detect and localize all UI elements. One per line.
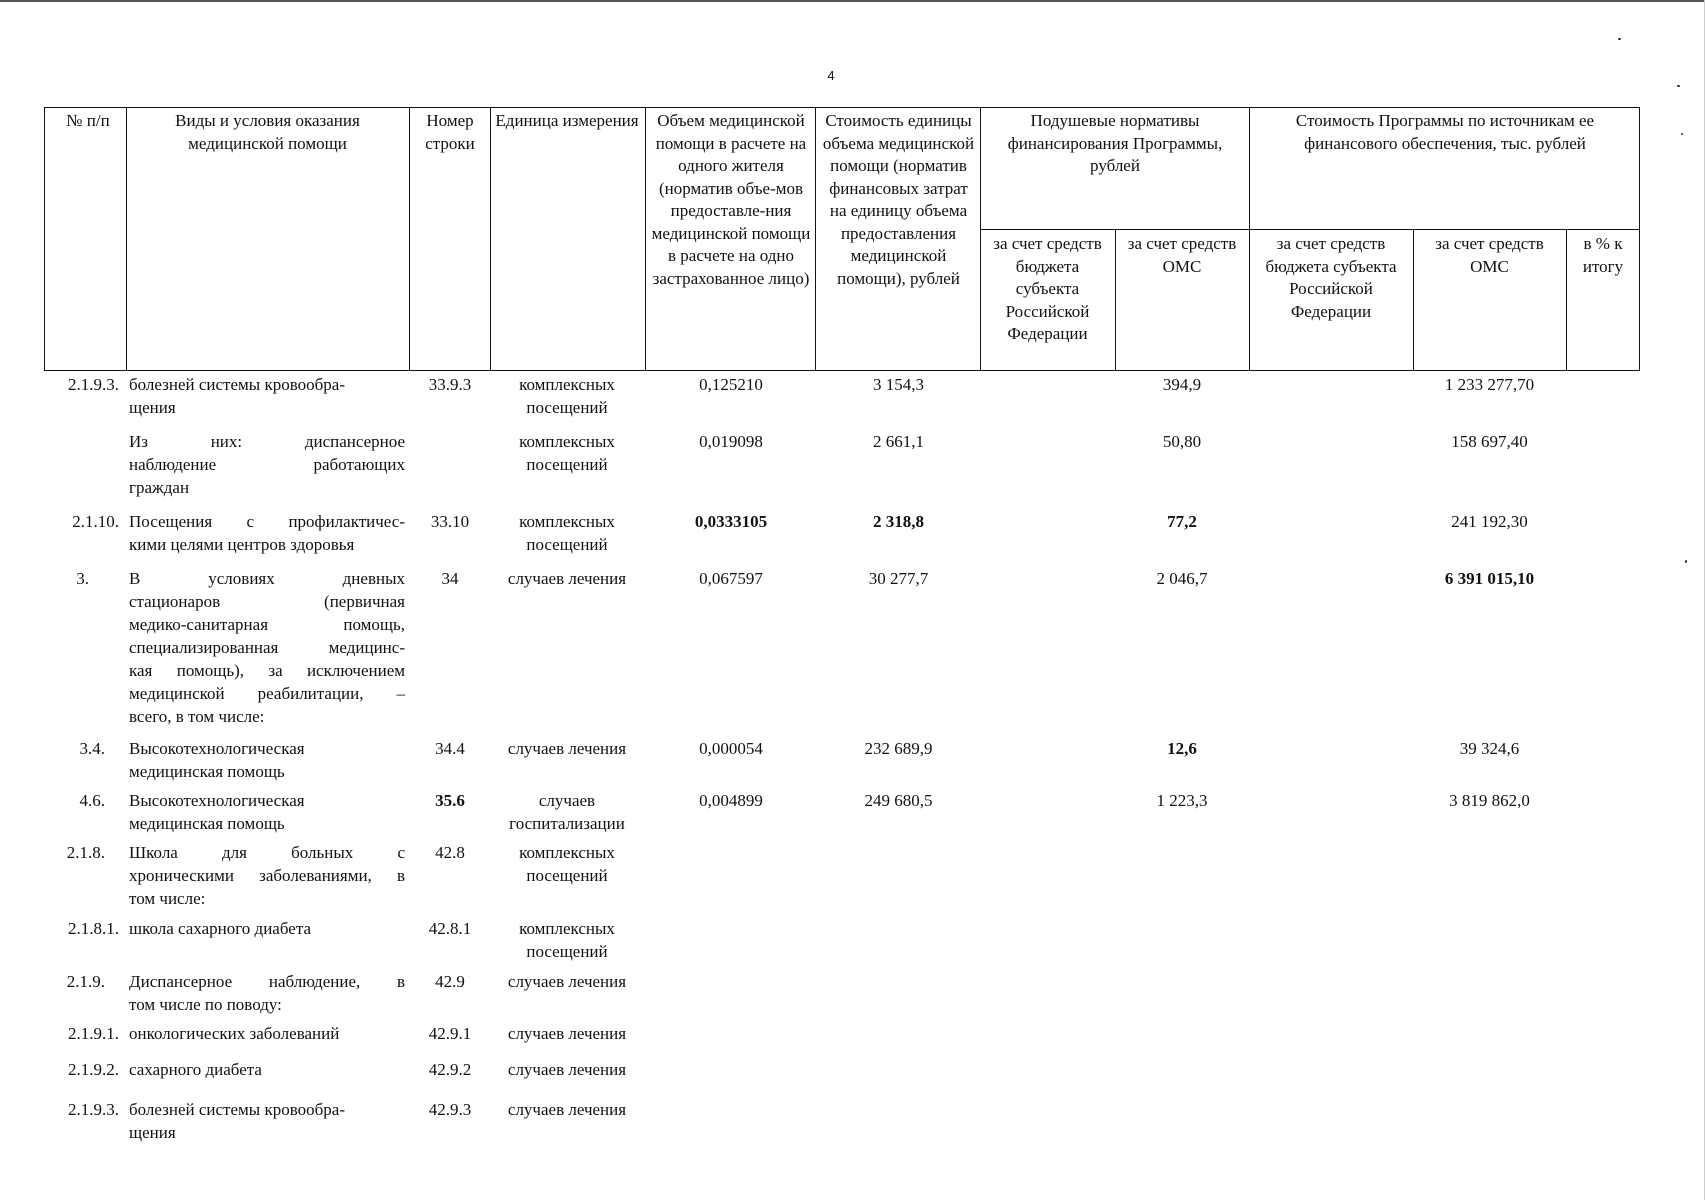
header-col-line: Номер строки [425, 111, 475, 153]
row-program-oms: 3 819 862,0 [1449, 791, 1530, 810]
row-volume: 0,067597 [699, 569, 763, 588]
row-unit: случаев лечения [507, 739, 627, 758]
row-name-line: кая помощь), за исключением [129, 661, 405, 680]
row-name-line: медицинская помощь [129, 814, 285, 833]
row-name-line: Высокотехнологическая [129, 791, 305, 810]
row-program-oms: 1 233 277,70 [1444, 375, 1535, 394]
row-unit: случаев госпитализации [509, 791, 625, 833]
header-divider [815, 107, 816, 371]
row-program-oms: 241 192,30 [1451, 512, 1528, 531]
header-divider [980, 107, 981, 371]
row-program-oms: 39 324,6 [1459, 739, 1520, 758]
row-number: 2.1.9.3. [68, 375, 119, 394]
row-number: 2.1.9.1. [68, 1024, 119, 1043]
row-number: 2.1.10. [72, 512, 119, 531]
row-name-line: щения [129, 1123, 176, 1142]
row-name-line: хроническими заболеваниями, в [129, 866, 405, 885]
row-name-line: Высокотехнологическая [129, 739, 305, 758]
row-cost: 2 661,1 [873, 432, 924, 451]
row-cost: 2 318,8 [873, 512, 924, 531]
row-unit: случаев лечения [507, 569, 627, 588]
row-unit: комплексных посещений [519, 512, 615, 554]
row-name-line: граждан [129, 478, 190, 497]
header-group-percapita: Подушевые нормативы финансирования Программы, рублей [1007, 111, 1223, 175]
row-name-line: Посещения с профилактичес- [129, 512, 405, 531]
row-name-line: щения [129, 398, 176, 417]
row-cost: 30 277,7 [868, 569, 929, 588]
row-name-line: Школа для больных с [129, 843, 405, 862]
row-line-number: 35.6 [435, 791, 465, 810]
row-cost: 249 680,5 [864, 791, 933, 810]
header-divider [980, 229, 1639, 230]
row-volume: 0,125210 [699, 375, 763, 394]
row-percapita-oms: 394,9 [1162, 375, 1202, 394]
row-cost: 3 154,3 [873, 375, 924, 394]
row-line-number: 42.9.2 [428, 1060, 472, 1079]
row-number: 2.1.9. [66, 972, 105, 991]
header-sub-pc-budget: за счет средств бюджета субъекта Российской Федерации [993, 234, 1102, 343]
row-program-oms: 158 697,40 [1451, 432, 1528, 451]
row-percapita-oms: 77,2 [1167, 512, 1197, 531]
row-percapita-oms: 50,80 [1162, 432, 1202, 451]
row-name-line: медико-санитарная помощь, [129, 615, 405, 634]
row-name-line: онкологических заболеваний [129, 1024, 340, 1043]
row-name-line: медицинская помощь [129, 762, 285, 781]
row-percapita-oms: 1 223,3 [1156, 791, 1208, 810]
row-volume: 0,000054 [699, 739, 763, 758]
row-unit: случаев лечения [507, 1024, 627, 1043]
row-number: 4.6. [79, 791, 105, 810]
header-sub-pr-budget: за счет средств бюджета субъекта Российской Федерации [1265, 234, 1397, 321]
scan-border-top [0, 0, 1705, 2]
row-unit: случаев лечения [507, 1100, 627, 1119]
row-unit: случаев лечения [507, 1060, 627, 1079]
row-name-line: специализированная медицинс- [129, 638, 405, 657]
row-name-line: школа сахарного диабета [129, 919, 312, 938]
header-divider [490, 107, 491, 371]
row-number: 2.1.8.1. [68, 919, 119, 938]
row-line-number: 33.10 [430, 512, 470, 531]
header-divider [126, 107, 127, 371]
row-name-line: болезней системы кровообра- [129, 375, 345, 394]
row-name-line: сахарного диабета [129, 1060, 262, 1079]
row-line-number: 42.9 [435, 972, 465, 991]
row-name-line: том числе по поводу: [129, 995, 282, 1014]
row-name-line: наблюдение работающих [129, 455, 405, 474]
row-volume: 0,0333105 [694, 512, 768, 531]
row-unit: комплексных посещений [519, 432, 615, 474]
header-divider [409, 107, 410, 371]
row-number: 3. [76, 569, 89, 588]
header-col-type: Виды и условия оказания медицинской помощи [175, 111, 360, 153]
row-line-number: 42.8.1 [428, 919, 472, 938]
row-line-number: 42.8 [435, 843, 465, 862]
header-divider [1413, 229, 1414, 371]
header-sub-pr-pct: в % к итогу [1582, 234, 1624, 276]
row-name-line: всего, в том числе: [129, 707, 265, 726]
header-divider [1115, 229, 1116, 371]
row-unit: комплексных посещений [519, 375, 615, 417]
header-sub-pr-oms: за счет средств ОМС [1435, 234, 1544, 276]
scan-speck [1681, 133, 1683, 135]
scan-speck [1677, 85, 1680, 87]
row-percapita-oms: 12,6 [1167, 739, 1197, 758]
row-number: 2.1.8. [66, 843, 105, 862]
header-col-unit: Единица измерения [495, 111, 639, 130]
row-percapita-oms: 2 046,7 [1156, 569, 1208, 588]
row-number: 3.4. [79, 739, 105, 758]
row-cost: 232 689,9 [864, 739, 933, 758]
row-name-line: Из них: диспансерное [129, 432, 405, 451]
header-divider [645, 107, 646, 371]
header-col-cost: Стоимость единицы объема медицинской помощи (норматив финансовых затрат на единицу объема предоставления медицинской помощи), рублей [822, 111, 975, 288]
row-name-line: кими целями центров здоровья [129, 535, 355, 554]
row-name-line: Диспансерное наблюдение, в [129, 972, 405, 991]
row-number: 2.1.9.3. [68, 1100, 119, 1119]
row-name-line: медицинской реабилитации, – [129, 684, 405, 703]
header-col-num: № п/п [66, 111, 110, 130]
scan-speck [1685, 560, 1687, 563]
row-line-number: 34.4 [435, 739, 465, 758]
row-unit: комплексных посещений [519, 919, 615, 961]
page-number: 4 [827, 68, 835, 83]
header-sub-pc-oms: за счет средств ОМС [1127, 234, 1237, 276]
row-line-number: 42.9.1 [428, 1024, 472, 1043]
row-line-number: 34 [441, 569, 459, 588]
row-volume: 0,019098 [699, 432, 763, 451]
row-line-number: 33.9.3 [428, 375, 472, 394]
row-line-number: 42.9.3 [428, 1100, 472, 1119]
header-divider [1249, 107, 1250, 371]
header-group-program: Стоимость Программы по источникам ее финансового обеспечения, тыс. рублей [1295, 111, 1595, 153]
row-unit: комплексных посещений [519, 843, 615, 885]
header-col-volume: Объем медицинской помощи в расчете на одного жителя (норматив объе-мов предоставле-ния медицинской помощи в расчете на одно застрахованное лицо) [651, 111, 811, 288]
row-name-line: стационаров (первичная [129, 592, 405, 611]
row-volume: 0,004899 [699, 791, 763, 810]
row-name-line: В условиях дневных [129, 569, 405, 588]
row-number: 2.1.9.2. [68, 1060, 119, 1079]
row-program-oms: 6 391 015,10 [1444, 569, 1535, 588]
scan-speck [1618, 38, 1621, 40]
header-divider [1566, 229, 1567, 371]
row-name-line: болезней системы кровообра- [129, 1100, 345, 1119]
row-name-line: том числе: [129, 889, 206, 908]
row-unit: случаев лечения [507, 972, 627, 991]
